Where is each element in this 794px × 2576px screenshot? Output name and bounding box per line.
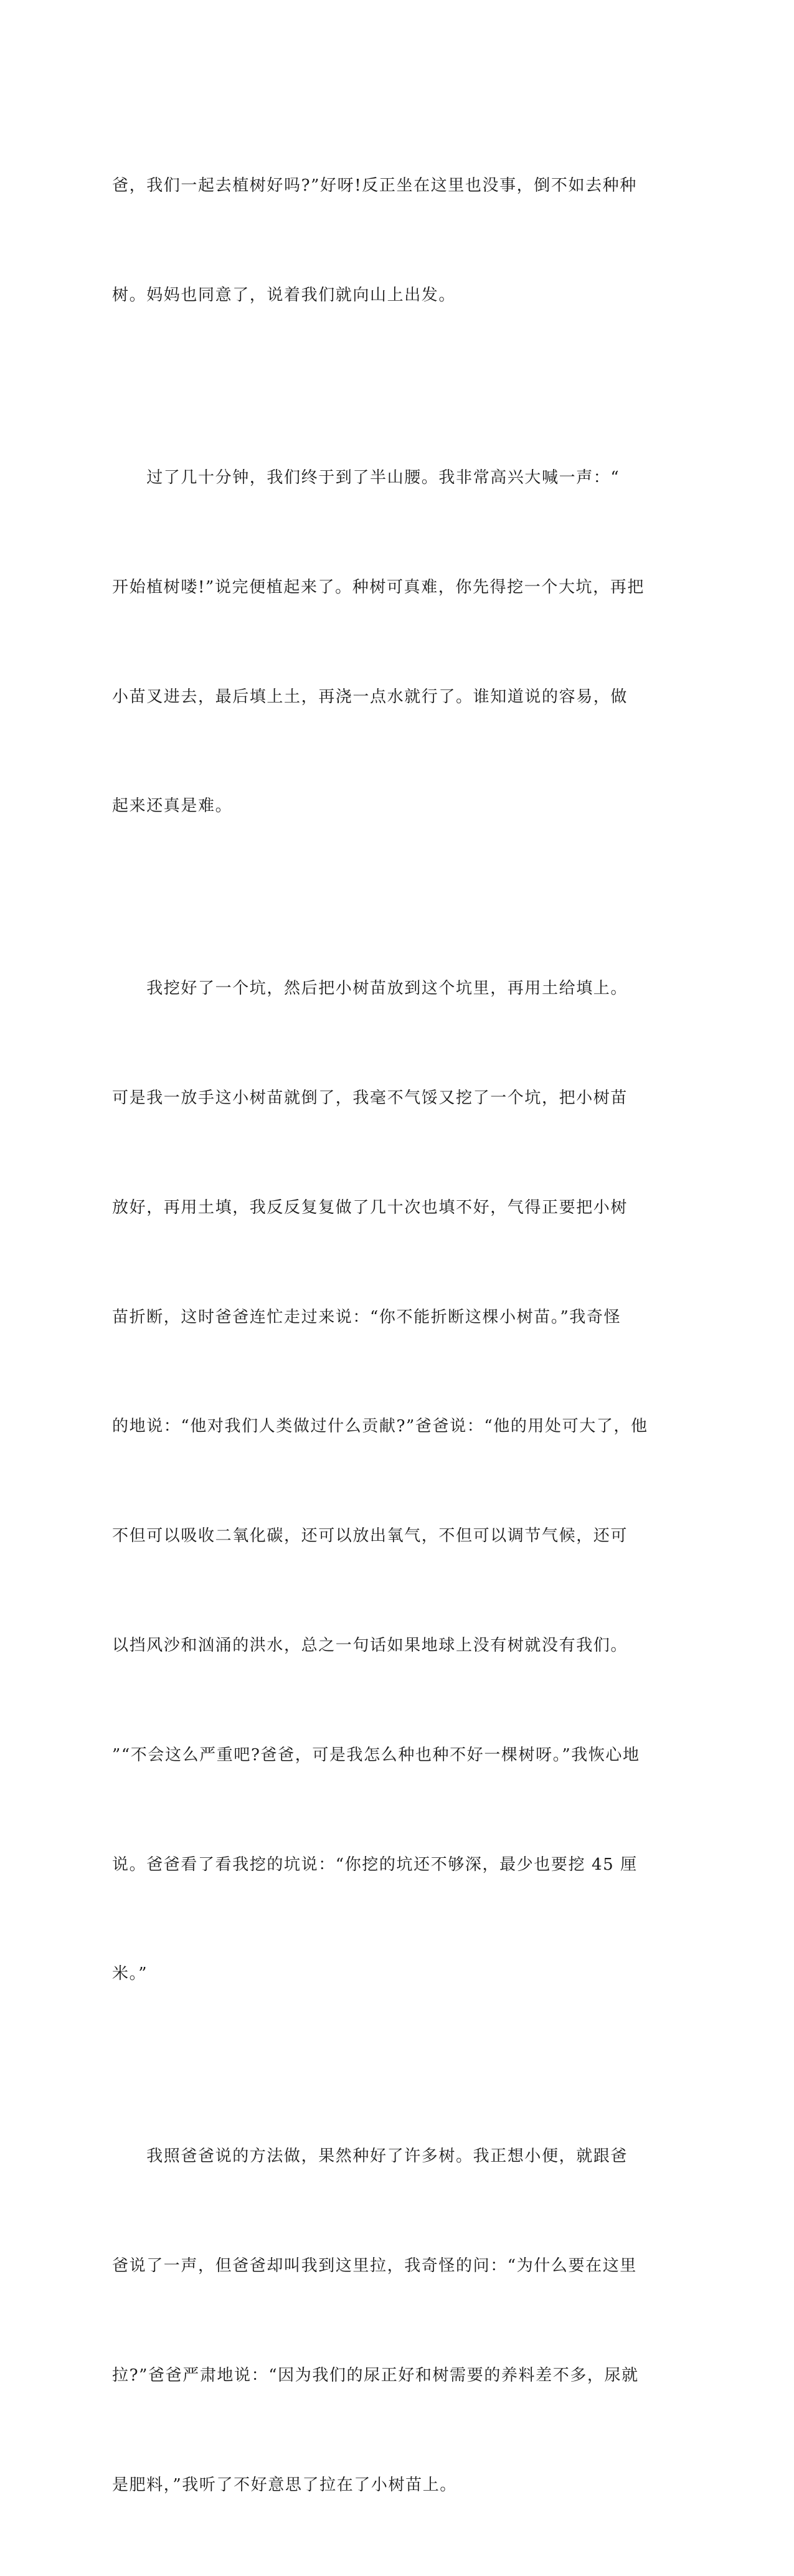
- text-line: 小苗叉进去，最后填上土，再浇一点水就行了。谁知道说的容易，做: [112, 687, 628, 706]
- text-line: 树。妈妈也同意了，说着我们就向山上出发。: [112, 285, 456, 305]
- text-line: 起来还真是难。: [112, 797, 233, 816]
- document-page: [112, 95, 648, 2576]
- paragraph-2: [112, 387, 643, 897]
- text-line: 说。爸爸看了看我挖的坑说：“你挖的坑还不够深，最少也要挖 45 厘: [112, 1855, 638, 1874]
- text-line: 是肥料，”我听了不好意思了拉在了小树苗上。: [112, 2475, 457, 2494]
- paragraph-1: [112, 95, 643, 387]
- text-line: 爸，我们一起去植树好吗?”好呀!反正坐在这里也没事，倒不如去种种: [112, 176, 637, 196]
- text-line: 苗折断，这时爸爸连忙走过来说：“你不能折断这棵小树苗。”我奇怪: [112, 1307, 621, 1327]
- paragraph-3: [112, 897, 648, 2065]
- text-line: 拉?”爸爸严肃地说：“因为我们的尿正好和树需要的养料差不多，尿就: [112, 2365, 639, 2385]
- text-line: 不但可以吸收二氧化碳，还可以放出氧气，不但可以调节气候，还可: [112, 1527, 628, 1546]
- text-line: 米。”: [112, 1964, 148, 1984]
- paragraph-4: [112, 2065, 643, 2576]
- text-line: 放好，再用土填，我反反复复做了几十次也填不好，气得正要把小树: [112, 1198, 628, 1217]
- text-line: 以挡风沙和汹涌的洪水，总之一句话如果地球上没有树就没有我们。: [112, 1636, 628, 1655]
- text-line: 的地说：“他对我们人类做过什么贡献?”爸爸说：“他的用处可大了，他: [112, 1417, 648, 1436]
- text-line: 可是我一放手这小树苗就倒了，我毫不气馁又挖了一个坑，把小树苗: [112, 1089, 628, 1108]
- text-line: 我照爸爸说的方法做，果然种好了许多树。我正想小便，就跟爸: [112, 2147, 628, 2166]
- text-line: 开始植树喽!”说完便植起来了。种树可真难，你先得挖一个大坑，再把: [112, 577, 645, 597]
- text-line: 爸说了一声，但爸爸却叫我到这里拉，我奇怪的问：“为什么要在这里: [112, 2256, 637, 2276]
- text-line: 我挖好了一个坑，然后把小树苗放到这个坑里，再用土给填上。: [112, 979, 628, 998]
- text-line: 过了几十分钟，我们终于到了半山腰。我非常高兴大喊一声：“: [112, 468, 620, 487]
- text-line: ”“不会这么严重吧?爸爸，可是我怎么种也种不好一棵树呀。”我恢心地: [112, 1745, 640, 1764]
